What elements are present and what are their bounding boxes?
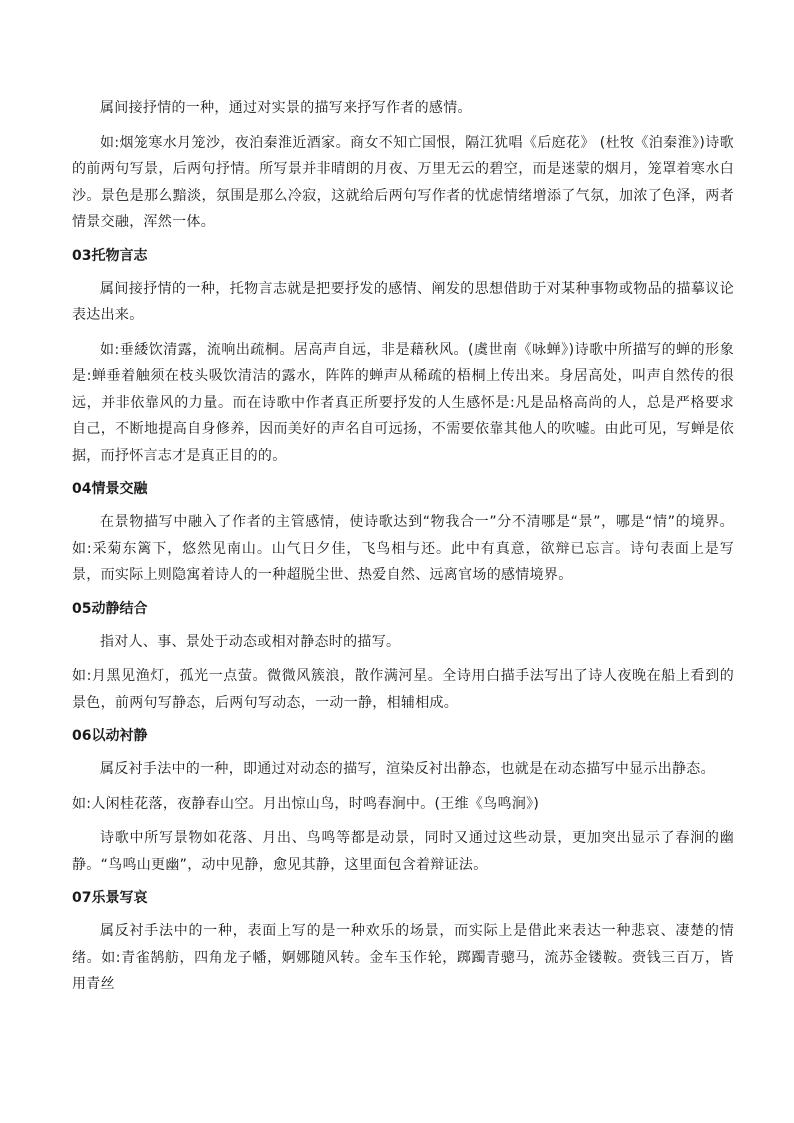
section-heading-06: 06以动衬静 [72,728,148,744]
paragraph-definition: 属反衬手法中的一种，即通过对动态的描写，渲染反衬出静态，也就是在动态描写中显示出静态。 [100,761,715,777]
paragraph-definition: 属反衬手法中的一种，表面上写的是一种欢乐的场景，而实际上是借此来表达一种悲哀、凄楚的情绪。如:青雀鹄舫，四角龙子幡，婀娜随风转。金车玉作轮，踯躅青骢马，流苏金镂鞍。赍钱三百万，皆用青丝 [72,923,734,992]
paragraph-analysis: 诗歌中所写景物如花落、月出、鸟鸣等都是动景，同时又通过这些动景，更加突出显示了春涧的幽静。“鸟鸣山更幽”，动中见静，愈见其静，这里面包含着辩证法。 [72,830,734,873]
section-heading-04: 04情景交融 [72,481,148,497]
paragraph-example-poem: 如:烟笼寒水月笼沙，夜泊秦淮近酒家。商女不知亡国恨，隔江犹唱《后庭花》 (杜牧《泊秦淮》)诗歌的前两句写景，后两句抒情。所写景并非晴朗的月夜、万里无云的碧空，而是迷蒙的烟月，笼罩着寒水白沙。景色是那么黯淡，氛围是那么冷寂，这就给后两句写作者的忧虑情绪增添了气氛，加浓了色泽，两者情景交融，浑然一体。 [72,134,734,230]
paragraph-example-poem: 如:垂緌饮清露，流响出疏桐。居高声自远，非是藉秋风。(虞世南《咏蝉》)诗歌中所描写的蝉的形象是:蝉垂着触须在枝头吸饮清洁的露水，阵阵的蝉声从稀疏的梧桐上传出来。身居高处，叫声自然传的很远，并非依靠风的力量。而在诗歌中作者真正所要抒发的人生感怀是:凡是品格高尚的人，总是严格要求自己，不断地提高自身修养，因而美好的声名自可远扬，不需要依靠其他人的吹嘘。由此可见，写蝉是依据，而抒怀言志才是真正目的的。 [72,341,734,464]
paragraph-definition: 指对人、事、景处于动态或相对静态时的描写。 [100,633,401,650]
section-heading-07: 07乐景写哀 [72,890,148,906]
paragraph-intro: 属间接抒情的一种，通过对实景的描写来抒写作者的感情。 [100,100,472,116]
paragraph-definition: 在景物描写中融入了作者的主管感情，使诗歌达到“物我合一”分不清哪是“景”，哪是“情”的境界。如:采菊东篱下，悠然见南山。山气日夕佳，飞鸟相与还。此中有真意，欲辩已忘言。诗句表面上是写景，而实际上则隐寓着诗人的一种超脱尘世、热爱自然、远离官场的感情境界。 [72,514,734,583]
section-heading-05: 05动静结合 [72,600,148,617]
paragraph-example-poem: 如:人闲桂花落，夜静春山空。月出惊山鸟，时鸣春涧中。(王维《鸟鸣涧》) [72,795,540,812]
section-heading-03: 03托物言志 [72,247,148,264]
paragraph-definition: 属间接抒情的一种，托物言志就是把要抒发的感情、阐发的思想借助于对某种事物或物品的描摹议论表达出来。 [72,280,734,323]
paragraph-example-poem: 如:月黑见渔灯，孤光一点萤。微微风簇浪，散作满河星。全诗用白描手法写出了诗人夜晚在船上看到的景色，前两句写静态，后两句写动态，一动一静，相辅相成。 [72,668,734,711]
